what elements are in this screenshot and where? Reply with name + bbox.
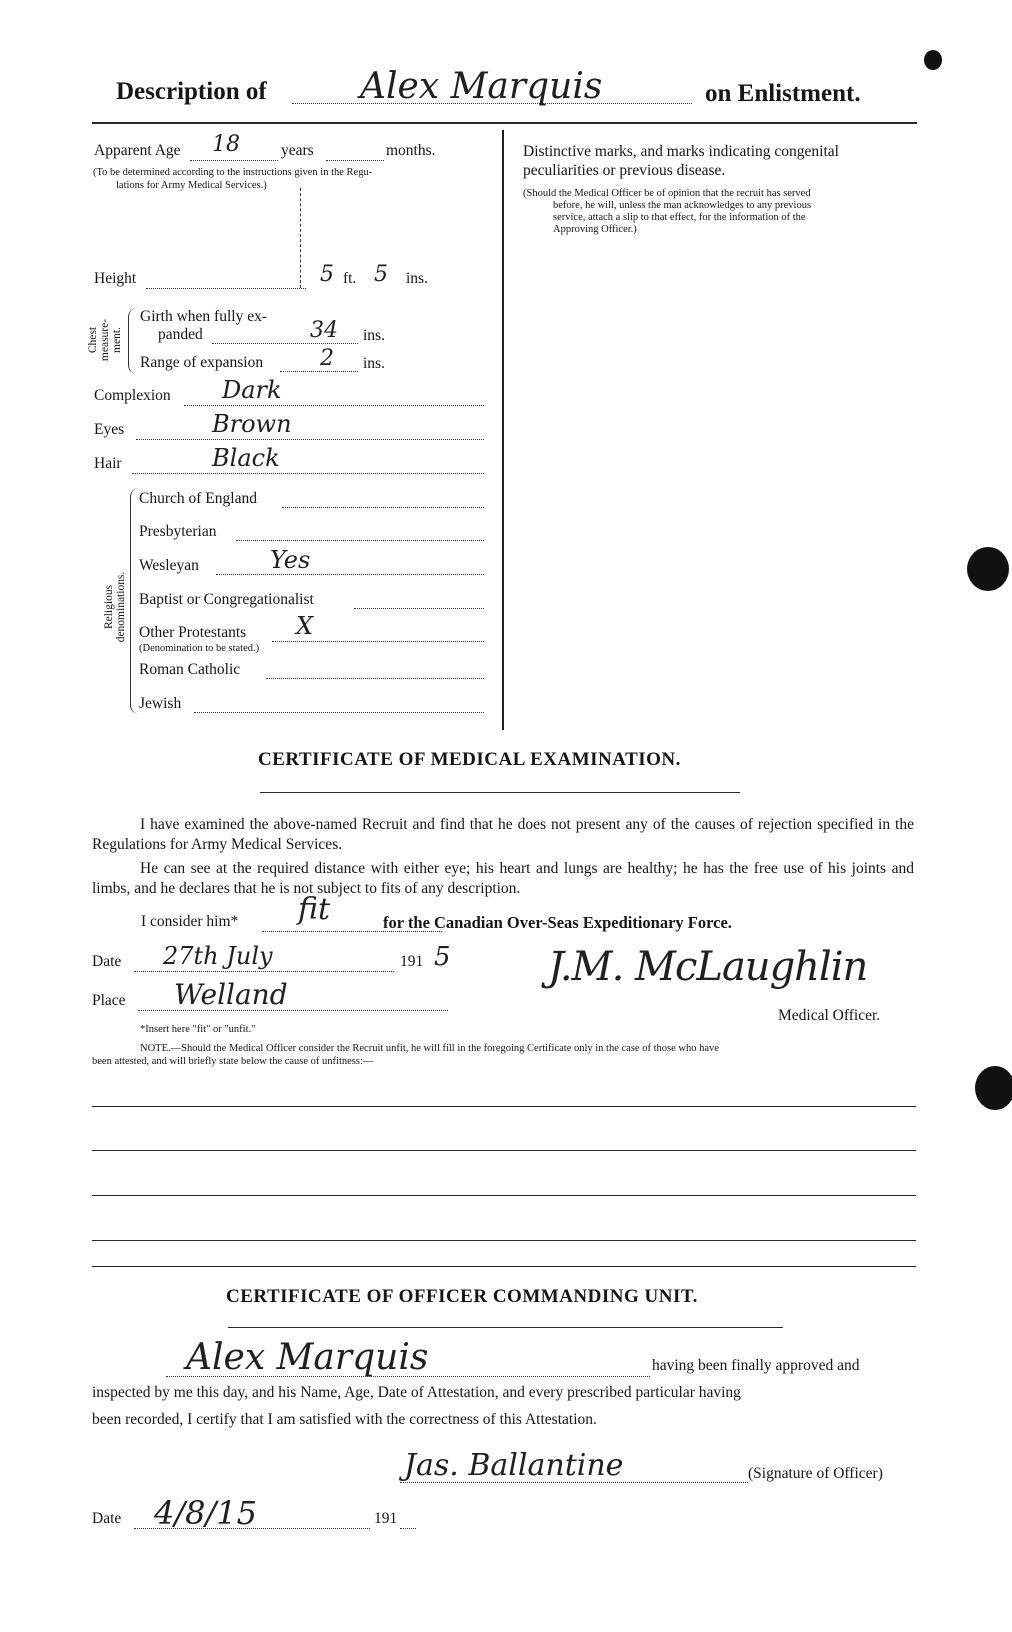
unfitness-line-3 bbox=[92, 1195, 916, 1196]
complexion-label: Complexion bbox=[94, 387, 171, 404]
unfitness-line-4 bbox=[92, 1240, 916, 1241]
header-prefix: Description of bbox=[116, 78, 267, 105]
religion-side-label bbox=[103, 537, 133, 677]
years-label: years bbox=[281, 142, 314, 159]
marks-note-3: service, attach a slip to that effect, for the information of the bbox=[553, 212, 806, 223]
height-in-value: 5 bbox=[374, 262, 388, 287]
commanding-name-handwritten: Alex Marquis bbox=[186, 1337, 429, 1378]
range-ins: ins. bbox=[363, 355, 385, 372]
force-label: for the Canadian Over-Seas Expeditionary Force. bbox=[383, 913, 732, 932]
header-name-handwritten: Alex Marquis bbox=[360, 66, 603, 107]
age-note-1: (To be determined according to the instructions given in the Regu- bbox=[93, 167, 373, 178]
range-line bbox=[280, 371, 358, 372]
commanding-year-prefix: 191 bbox=[374, 1510, 398, 1527]
religion-baptist: Baptist or Congregationalist bbox=[139, 591, 314, 608]
year-value: 5 bbox=[434, 942, 451, 972]
medical-para-1: I have examined the above-named Recruit and find that he does not present any of the causes of rejection specified in the Regulations for Army Medical Services. bbox=[92, 816, 914, 853]
age-line bbox=[190, 160, 278, 161]
marks-note-1: (Should the Medical Officer be of opinion that the recruit has served bbox=[523, 188, 811, 199]
girth-label-2: panded bbox=[158, 326, 203, 343]
medical-title-rule bbox=[260, 792, 740, 793]
signature-label: (Signature of Officer) bbox=[748, 1465, 883, 1482]
other-value: X bbox=[296, 612, 314, 640]
commanding-line2: inspected by me this day, and his Name, Age, Date of Attestation, and every prescribed particular having bbox=[92, 1384, 741, 1401]
hair-line bbox=[132, 473, 484, 474]
medical-officer-signature: J.M. McLaughlin bbox=[548, 944, 868, 990]
place-label: Place bbox=[92, 992, 126, 1009]
girth-value: 34 bbox=[310, 318, 338, 343]
medical-para-2: He can see at the required distance with either eye; his heart and lungs are healthy; he has the free use of his joints and limbs, and he declares that he is not subject to fits of any description. bbox=[92, 860, 914, 897]
presbyterian-line bbox=[236, 540, 484, 541]
range-label: Range of expansion bbox=[140, 354, 264, 371]
complexion-line bbox=[184, 405, 484, 406]
chest-side-3: ment. bbox=[111, 327, 123, 353]
ins-label: ins. bbox=[406, 270, 428, 287]
range-value: 2 bbox=[320, 346, 334, 371]
wesleyan-line bbox=[216, 574, 484, 575]
eyes-line bbox=[136, 439, 484, 440]
girth-line bbox=[212, 343, 358, 344]
commanding-date-label: Date bbox=[92, 1510, 122, 1527]
hair-value: Black bbox=[212, 444, 280, 472]
marks-label-1: Distinctive marks, and marks indicating congenital bbox=[523, 143, 839, 160]
hair-label: Hair bbox=[94, 455, 122, 472]
ink-blot bbox=[924, 50, 942, 70]
rc-line bbox=[266, 678, 484, 679]
medical-note-1: NOTE.—Should the Medical Officer consider the Recruit unfit, he will fill in the foregoing Certificate only in the case of those who have bbox=[140, 1043, 719, 1054]
height-ft-value: 5 bbox=[320, 262, 334, 287]
girth-label-1: Girth when fully ex- bbox=[140, 308, 267, 325]
chest-side-2: measure- bbox=[99, 318, 111, 362]
punch-hole-upper bbox=[967, 547, 1009, 591]
insert-note: *Insert here "fit" or "unfit." bbox=[140, 1024, 256, 1035]
commanding-line1-tail: having been finally approved and bbox=[652, 1357, 860, 1374]
ft-label: ft. bbox=[343, 270, 357, 287]
medical-note-2: been attested, and will briefly state below the cause of unfitness:— bbox=[92, 1056, 374, 1067]
height-label: Height bbox=[94, 270, 137, 287]
complexion-value: Dark bbox=[222, 376, 282, 404]
column-divider bbox=[502, 130, 504, 730]
commanding-line3: been recorded, I certify that I am satisfied with the correctness of this Attestation. bbox=[92, 1411, 597, 1428]
marks-label-2: peculiarities or previous disease. bbox=[523, 162, 726, 179]
coe-line bbox=[282, 507, 484, 508]
eyes-label: Eyes bbox=[94, 421, 125, 438]
unfitness-line-1 bbox=[92, 1106, 916, 1107]
date-value: 27th July bbox=[163, 942, 273, 970]
header-suffix: on Enlistment. bbox=[705, 80, 861, 107]
age-divider bbox=[300, 188, 301, 288]
commanding-officer-signature: Jas. Ballantine bbox=[404, 1448, 624, 1483]
religion-other: Other Protestants bbox=[139, 624, 247, 641]
medical-officer-label: Medical Officer. bbox=[778, 1007, 881, 1024]
marks-note-4: Approving Officer.) bbox=[553, 224, 637, 235]
age-label: Apparent Age bbox=[94, 142, 181, 159]
jewish-line bbox=[194, 712, 484, 713]
baptist-line bbox=[354, 608, 484, 609]
eyes-value: Brown bbox=[212, 410, 292, 438]
height-line bbox=[146, 288, 306, 289]
religion-brace bbox=[130, 488, 139, 714]
chest-side-1: Chest bbox=[87, 326, 99, 354]
religion-jewish: Jewish bbox=[139, 695, 182, 712]
religion-side-1: Religious bbox=[103, 584, 115, 630]
religion-other-note: (Denomination to be stated.) bbox=[139, 643, 260, 654]
date-line bbox=[134, 971, 394, 972]
marks-note-2: before, he will, unless the man acknowledges to any previous bbox=[553, 200, 812, 211]
table-top-rule bbox=[92, 122, 917, 124]
year-prefix: 191 bbox=[400, 953, 424, 970]
consider-label: I consider him* bbox=[141, 913, 239, 930]
commanding-title: CERTIFICATE OF OFFICER COMMANDING UNIT. bbox=[226, 1286, 698, 1307]
religion-side-2: denominations. bbox=[115, 571, 127, 643]
age-note-2: lations for Army Medical Services.) bbox=[116, 180, 267, 191]
religion-presbyterian: Presbyterian bbox=[139, 523, 217, 540]
date-label: Date bbox=[92, 953, 122, 970]
religion-coe: Church of England bbox=[139, 490, 257, 507]
chest-side-label bbox=[87, 305, 127, 375]
signature-line bbox=[400, 1482, 748, 1483]
wesleyan-value: Yes bbox=[270, 546, 311, 574]
unfitness-line-5 bbox=[92, 1266, 916, 1267]
commanding-date-value: 4/8/15 bbox=[154, 1494, 257, 1532]
chest-brace bbox=[128, 308, 137, 374]
consider-value: fit bbox=[298, 892, 331, 927]
religion-rc: Roman Catholic bbox=[139, 661, 241, 678]
commanding-title-rule bbox=[228, 1327, 783, 1328]
religion-wesleyan: Wesleyan bbox=[139, 557, 199, 574]
medical-title: CERTIFICATE OF MEDICAL EXAMINATION. bbox=[258, 749, 681, 770]
unfitness-line-2 bbox=[92, 1150, 916, 1151]
age-value: 18 bbox=[212, 132, 240, 157]
place-value: Welland bbox=[174, 978, 288, 1011]
other-line bbox=[272, 641, 484, 642]
months-label: months. bbox=[386, 142, 436, 159]
girth-ins: ins. bbox=[363, 327, 385, 344]
months-line bbox=[326, 160, 384, 161]
punch-hole-lower bbox=[975, 1066, 1012, 1110]
commanding-year-line bbox=[400, 1528, 416, 1529]
